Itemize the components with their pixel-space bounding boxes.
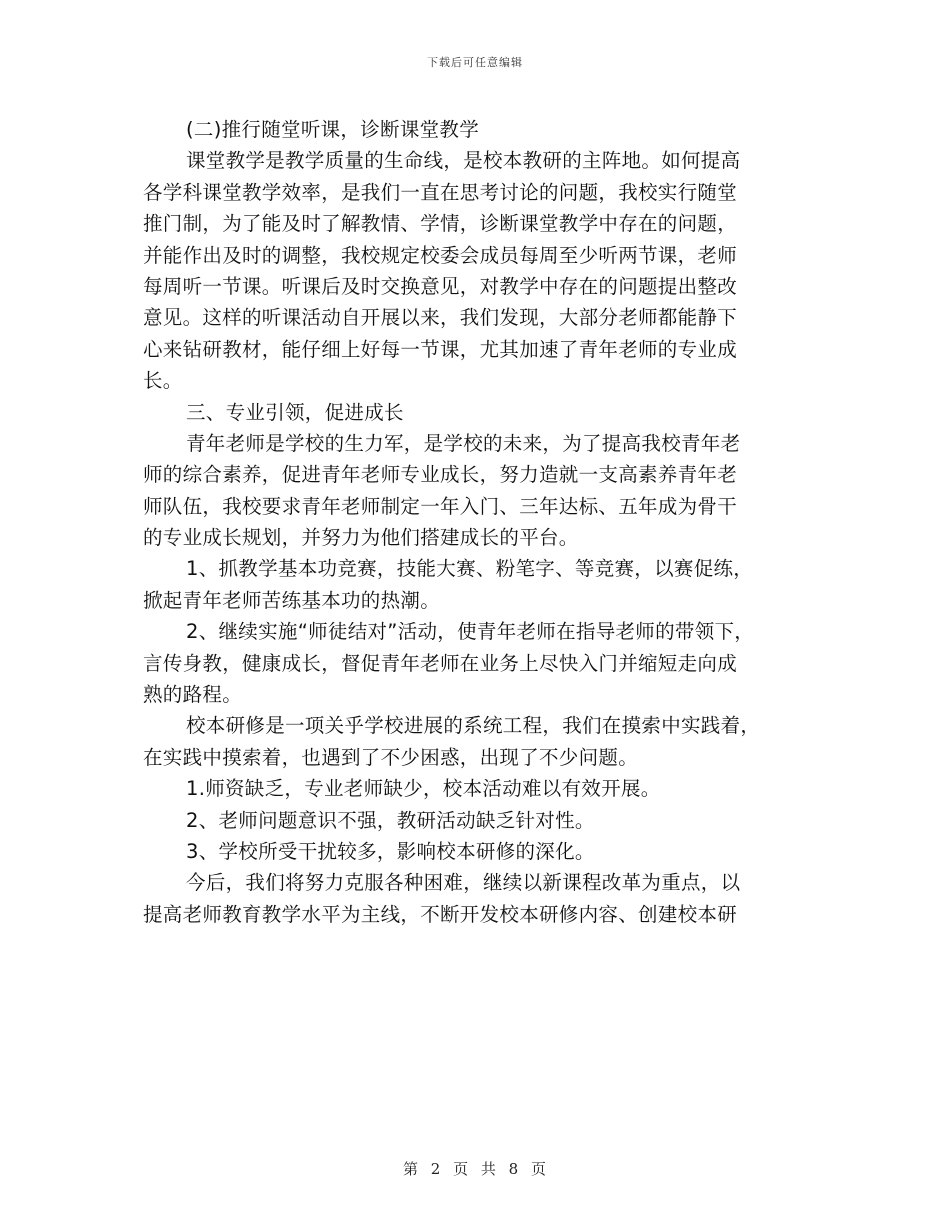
document-body <box>143 114 803 930</box>
text-line: 意见。这样的听课活动自开展以来，我们发现，大部分老师都能静下 <box>143 306 738 330</box>
text-line: 在实践中摸索着，也遇到了不少困惑，出现了不少问题。 <box>143 745 639 769</box>
text-line: 长。 <box>143 369 183 393</box>
text-line: 课堂教学是教学质量的生命线，是校本教研的主阵地。如何提高 <box>186 149 741 173</box>
text-line: 青年老师是学校的生力军，是学校的未来，为了提高我校青年老 <box>186 431 741 455</box>
page-number-footer: 第 2 页 共 8 页 <box>403 1160 547 1178</box>
text-line: 并能作出及时的调整，我校规定校委会成员每周至少听两节课，老师 <box>143 243 738 267</box>
text-line: 的专业成长规划，并努力为他们搭建成长的平台。 <box>143 526 579 550</box>
text-line: 心来钻研教材，能仔细上好每一节课，尤其加速了青年老师的专业成 <box>143 337 738 361</box>
text-line: (二)推行随堂听课，诊断课堂教学 <box>186 118 480 141</box>
text-line: 每周听一节课。听课后及时交换意见，对教学中存在的问题提出整改 <box>143 274 738 298</box>
text-line: 言传身教，健康成长，督促青年老师在业务上尽快入门并缩短走向成 <box>143 651 738 675</box>
text-line: 提高老师教育教学水平为主线，不断开发校本研修内容、创建校本研 <box>143 902 738 926</box>
text-line: 3、学校所受干扰较多，影响校本研修的深化。 <box>186 839 595 863</box>
text-line: 1、抓教学基本功竞赛，技能大赛、粉笔字、等竞赛，以赛促练， <box>186 557 754 581</box>
text-line: 各学科课堂教学效率，是我们一直在思考讨论的问题，我校实行随堂 <box>143 180 738 204</box>
text-line: 三、专业引领，促进成长 <box>186 400 404 424</box>
text-line: 今后，我们将努力克服各种困难，继续以新课程改革为重点，以 <box>186 871 741 895</box>
text-line: 2、继续实施“师徒结对”活动，使青年老师在指导老师的带领下， <box>186 620 755 644</box>
text-line: 师的综合素养，促进青年老师专业成长，努力造就一支高素养青年老 <box>143 463 738 487</box>
text-line: 1.师资缺乏，专业老师缺少，校本活动难以有效开展。 <box>186 777 661 801</box>
text-line: 推门制，为了能及时了解教情、学情，诊断课堂教学中存在的问题， <box>143 212 738 236</box>
text-line: 熟的路程。 <box>143 683 243 707</box>
text-line: 校本研修是一项关乎学校进展的系统工程，我们在摸索中实践着， <box>186 714 761 738</box>
text-line: 掀起青年老师苦练基本功的热潮。 <box>143 588 441 612</box>
page-header-note: 下载后可任意编辑 <box>427 56 523 69</box>
text-line: 师队伍，我校要求青年老师制定一年入门、三年达标、五年成为骨干 <box>143 494 738 518</box>
text-line: 2、老师问题意识不强，教研活动缺乏针对性。 <box>186 808 595 832</box>
